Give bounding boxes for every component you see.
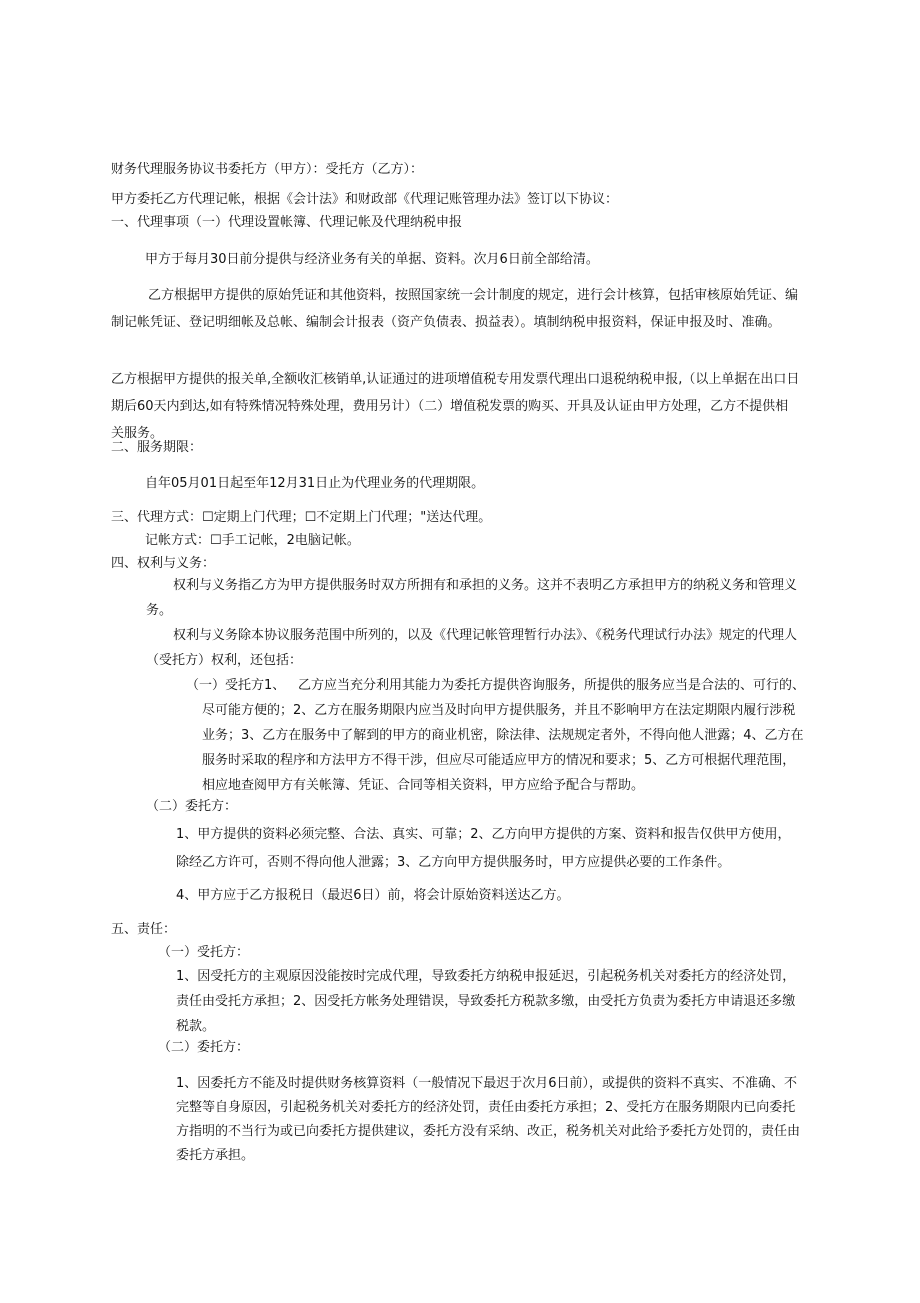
section-4-subsection-a-text: 乙方应当充分利用其能力为委托方提供咨询服务，所提供的服务应当是合法的、可行的、尽可能方便的；2、乙方在服务期限内应当及时向甲方提供服务，并且不影响甲方在法定期限内履行涉税业务；3、乙方在服务中了解到的甲方的商业机密，除法律、法规规定者外，不得向他人泄露；4、乙方在服务时采取的程序和方法甲方不得干涉，但应尽可能适应甲方的情况和要求；5、乙方可根据代理范围，相应地查阅甲方有关帐簿、凭证、合同等相关资料，甲方应给予配合与帮助。 <box>202 678 806 793</box>
section-5-subsection-b-text: 1、因委托方不能及时提供财务核算资料（一般情况下最迟于次月6日前），或提供的资料不真实、不准确、不完整等自身原因，引起税务机关对委托方的经济处罚，责任由委托方承担；2、受托方在服务期限内已向委托方指明的不当行为或已向委托方提供建议，委托方没有采纳、改正，税务机关对此给予委托方处罚的，责任由委托方承担。 <box>176 1076 801 1163</box>
section-5-subsection-a-text: 1、因受托方的主观原因没能按时完成代理，导致委托方纳税申报延迟，引起税务机关对委托方的经济处罚，责任由受托方承担；2、因受托方帐务处理错误，导致委托方税款多缴，由受托方负责为委托方申请退还多缴税款。 <box>176 969 796 1034</box>
section-4-subsection-b-paragraph-1: 1、甲方提供的资料必须完整、合法、真实、可靠；2、乙方向甲方提供的方案、资料和报告仅供甲方使用，除经乙方许可，否则不得向他人泄露；3、乙方向甲方提供服务时，甲方应提供必要的工作条件。 <box>176 827 791 870</box>
section-4-subsection-b-paragraph-2: 4、甲方应于乙方报税日（最迟6日）前，将会计原始资料送达乙方。 <box>176 888 570 903</box>
section-2-title: 二、服务期限： <box>111 440 203 455</box>
intro-paragraph: 甲方委托乙方代理记帐，根据《会计法》和财政部《代理记账管理办法》签订以下协议： <box>111 192 619 207</box>
section-5-subsection-a-title: （一）受托方： <box>158 945 250 960</box>
section-1-paragraph-1: 甲方于每月30日前分提供与经济业务有关的单据、资料。次月6日前全部给清。 <box>145 252 599 267</box>
section-3-title: 三、代理方式：☐定期上门代理；☐不定期上门代理；"送达代理。 <box>111 510 492 525</box>
section-1-title: 一、代理事项（一）代理设置帐簿、代理记帐及代理纳税申报 <box>111 215 463 230</box>
document-title: 财务代理服务协议书委托方（甲方）：受托方（乙方）： <box>111 162 424 177</box>
section-4-title: 四、权利与义务： <box>111 556 216 571</box>
section-4-paragraph-1: 权利与义务指乙方为甲方提供服务时双方所拥有和承担的义务。这并不表明乙方承担甲方的纳税义务和管理义务。 <box>146 578 798 618</box>
section-4-subsection-a-label: （一）受托方1、 <box>186 678 286 693</box>
section-1-paragraph-2: 乙方根据甲方提供的原始凭证和其他资料，按照国家统一会计制度的规定，进行会计核算，包括审核原始凭证、编制记帐凭证、登记明细帐及总帐、编制会计报表（资产负债表、损益表）。填制纳税申报资料，保证申报及时、准确。 <box>111 288 799 330</box>
section-4-subsection-b-title: （二）委托方： <box>146 799 238 814</box>
section-5-title: 五、责任： <box>111 922 177 937</box>
section-5-subsection-b-title: （二）委托方： <box>158 1040 250 1055</box>
section-3-paragraph: 记帐方式：☐手工记帐，2电脑记帐。 <box>145 533 360 548</box>
section-1-paragraph-3: 乙方根据甲方提供的报关单,全额收汇核销单,认证通过的进项增值税专用发票代理出口退税纳税申报,（以上单据在出口日期后60天内到达,如有特殊情况特殊处理，费用另计）（二）增值税发票的购买、开具及认证由甲方处理，乙方不提供相关服务。 <box>111 372 800 441</box>
section-4-paragraph-2: 权利与义务除本协议服务范围中所列的，以及《代理记帐管理暂行办法》、《税务代理试行办法》规定的代理人（受托方）权利，还包括： <box>146 628 798 668</box>
section-2-paragraph: 自年05月01日起至年12月31日止为代理业务的代理期限。 <box>145 476 485 491</box>
